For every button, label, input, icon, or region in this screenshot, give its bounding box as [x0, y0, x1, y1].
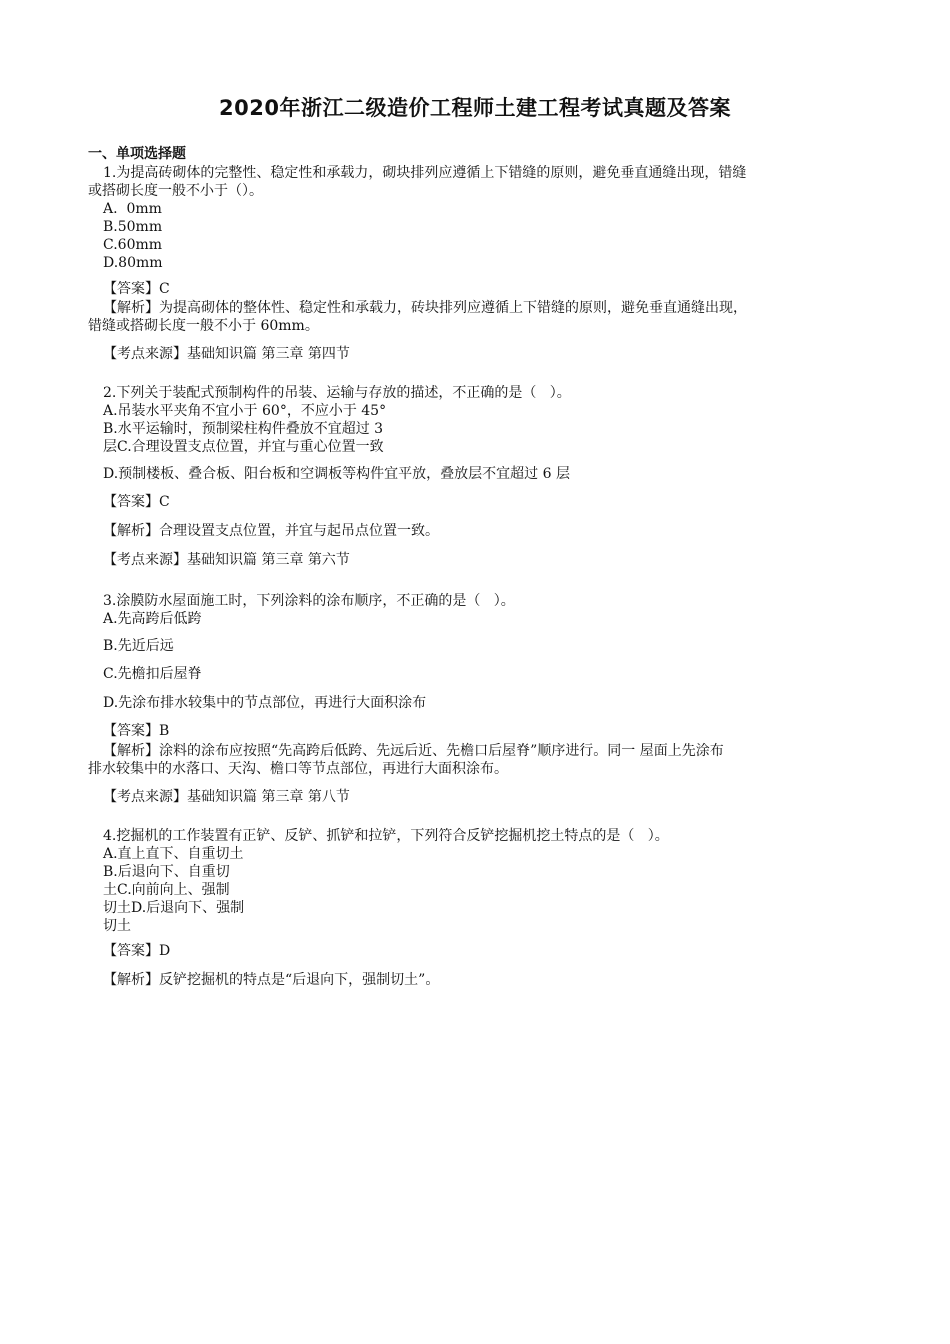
q4-option-a: A.直上直下、自重切土 — [103, 846, 244, 862]
q4-analysis: 【解析】反铲挖掘机的特点是“后退向下，强制切土”。 — [103, 972, 440, 988]
q3-answer: 【答案】B — [103, 723, 170, 739]
q2-answer: 【答案】C — [103, 494, 170, 510]
q2-analysis: 【解析】合理设置支点位置，并宜与起吊点位置一致。 — [103, 523, 439, 539]
q1-option-a: A. 0mm — [103, 201, 162, 217]
q1-stem-line2: 或搭砌长度一般不小于（）。 — [88, 183, 263, 199]
q4-option-cd: 切土D.后退向下、强制 — [103, 900, 245, 916]
section-heading: 一、单项选择题 — [88, 146, 186, 162]
q2-stem: 2.下列关于装配式预制构件的吊装、运输与存放的描述，不正确的是（ ）。 — [103, 385, 571, 401]
q1-option-d: D.80mm — [103, 255, 163, 271]
q3-option-d: D.先涂布排水较集中的节点部位，再进行大面积涂布 — [103, 695, 427, 711]
q1-stem-line1: 1.为提高砖砌体的完整性、稳定性和承载力，砌块排列应遵循上下错缝的原则，避免垂直通缝出现，错缝 — [103, 165, 747, 181]
q1-analysis-line2: 错缝或搭砌长度一般不小于 60mm。 — [88, 318, 319, 334]
q3-source: 【考点来源】基础知识篇 第三章 第八节 — [103, 789, 350, 805]
q4-option-bc: 土C.向前向上、强制 — [103, 882, 230, 898]
q1-source: 【考点来源】基础知识篇 第三章 第四节 — [103, 346, 350, 362]
q3-stem: 3.涂膜防水屋面施工时，下列涂料的涂布顺序，不正确的是（ ）。 — [103, 593, 515, 609]
q1-analysis-line1: 【解析】为提高砌体的整体性、稳定性和承载力，砖块排列应遵循上下错缝的原则，避免垂直通缝出现， — [103, 300, 747, 316]
q3-analysis-line2: 排水较集中的水落口、天沟、檐口等节点部位，再进行大面积涂布。 — [88, 761, 508, 777]
q2-option-b: B.水平运输时，预制梁柱构件叠放不宜超过 3 — [103, 421, 384, 437]
q1-answer: 【答案】C — [103, 281, 170, 297]
q3-analysis-line1: 【解析】涂料的涂布应按照“先高跨后低跨、先远后近、先檐口后屋脊”顺序进行。同一 屋面上先涂布 — [103, 743, 724, 759]
q4-option-d-end: 切土 — [103, 918, 131, 934]
q3-option-c: C.先檐扣后屋脊 — [103, 666, 202, 682]
q3-option-a: A.先高跨后低跨 — [103, 611, 202, 627]
document-title: 2020年浙江二级造价工程师土建工程考试真题及答案 — [219, 96, 731, 120]
q2-source: 【考点来源】基础知识篇 第三章 第六节 — [103, 552, 350, 568]
q4-answer: 【答案】D — [103, 943, 171, 959]
q4-option-b: B.后退向下、自重切 — [103, 864, 230, 880]
q4-stem: 4.挖掘机的工作装置有正铲、反铲、抓铲和拉铲，下列符合反铲挖掘机挖土特点的是（ ）。 — [103, 828, 669, 844]
q3-option-b: B.先近后远 — [103, 638, 174, 654]
q2-option-a: A.吊装水平夹角不宜小于 60°，不应小于 45° — [103, 403, 387, 419]
q2-option-d: D.预制楼板、叠合板、阳台板和空调板等构件宜平放，叠放层不宜超过 6 层 — [103, 466, 570, 482]
q1-option-b: B.50mm — [103, 219, 163, 235]
q2-option-bc: 层C.合理设置支点位置，并宜与重心位置一致 — [103, 439, 384, 455]
q1-option-c: C.60mm — [103, 237, 163, 253]
